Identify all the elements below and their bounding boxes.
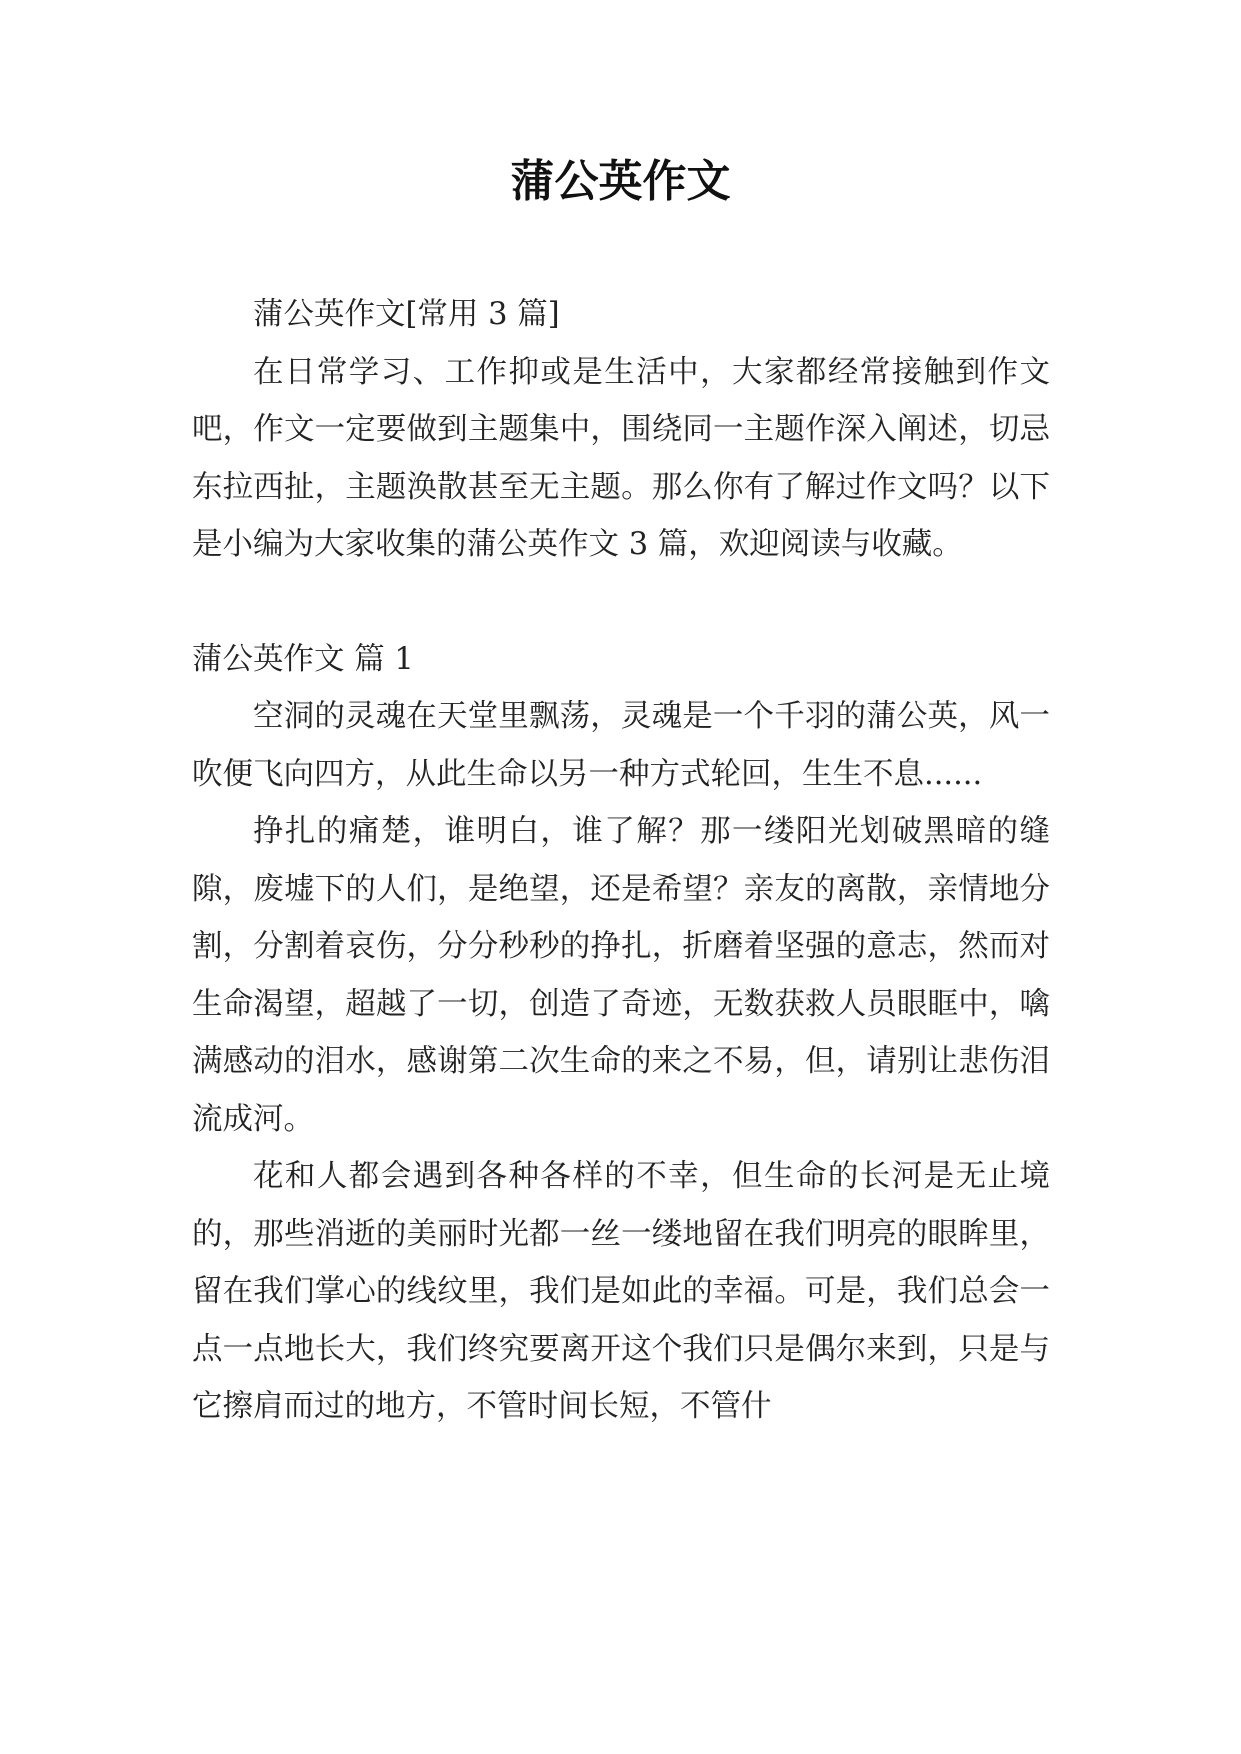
body-paragraph: 挣扎的痛楚，谁明白，谁了解？那一缕阳光划破黑暗的缝隙，废墟下的人们，是绝望，还是希望？亲友的离散，亲情地分割，分割着哀伤，分分秒秒的挣扎，折磨着坚强的意志，然而对生命渴望，超越了一切，创造了奇迹，无数获救人员眼眶中，噙满感动的泪水，感谢第二次生命的来之不易，但，请别让悲伤泪流成河。 <box>192 814 1050 1137</box>
document-title: 蒲公英作文 <box>510 156 731 207</box>
body-paragraph: 花和人都会遇到各种各样的不幸，但生命的长河是无止境的，那些消逝的美丽时光都一丝一缕地留在我们明亮的眼眸里，留在我们掌心的线纹里，我们是如此的幸福。可是，我们总会一点一点地长大，我们终究要离开这个我们只是偶尔来到，只是与它擦肩而过的地方，不管时间长短，不管什 <box>192 1159 1050 1424</box>
document-subtitle: 蒲公英作文[常用 3 篇] <box>253 297 560 332</box>
document-body <box>192 286 1050 1436</box>
section-heading: 蒲公英作文 篇 1 <box>192 641 414 677</box>
body-paragraph: 空洞的灵魂在天堂里飘荡，灵魂是一个千羽的蒲公英，风一吹便飞向四方，从此生命以另一种方式轮回，生生不息...... <box>192 699 1050 792</box>
intro-paragraph: 在日常学习、工作抑或是生活中，大家都经常接触到作文吧，作文一定要做到主题集中，围绕同一主题作深入阐述，切忌东拉西扯，主题涣散甚至无主题。那么你有了解过作文吗？以下是小编为大家收集的蒲公英作文 3 篇，欢迎阅读与收藏。 <box>192 354 1050 562</box>
